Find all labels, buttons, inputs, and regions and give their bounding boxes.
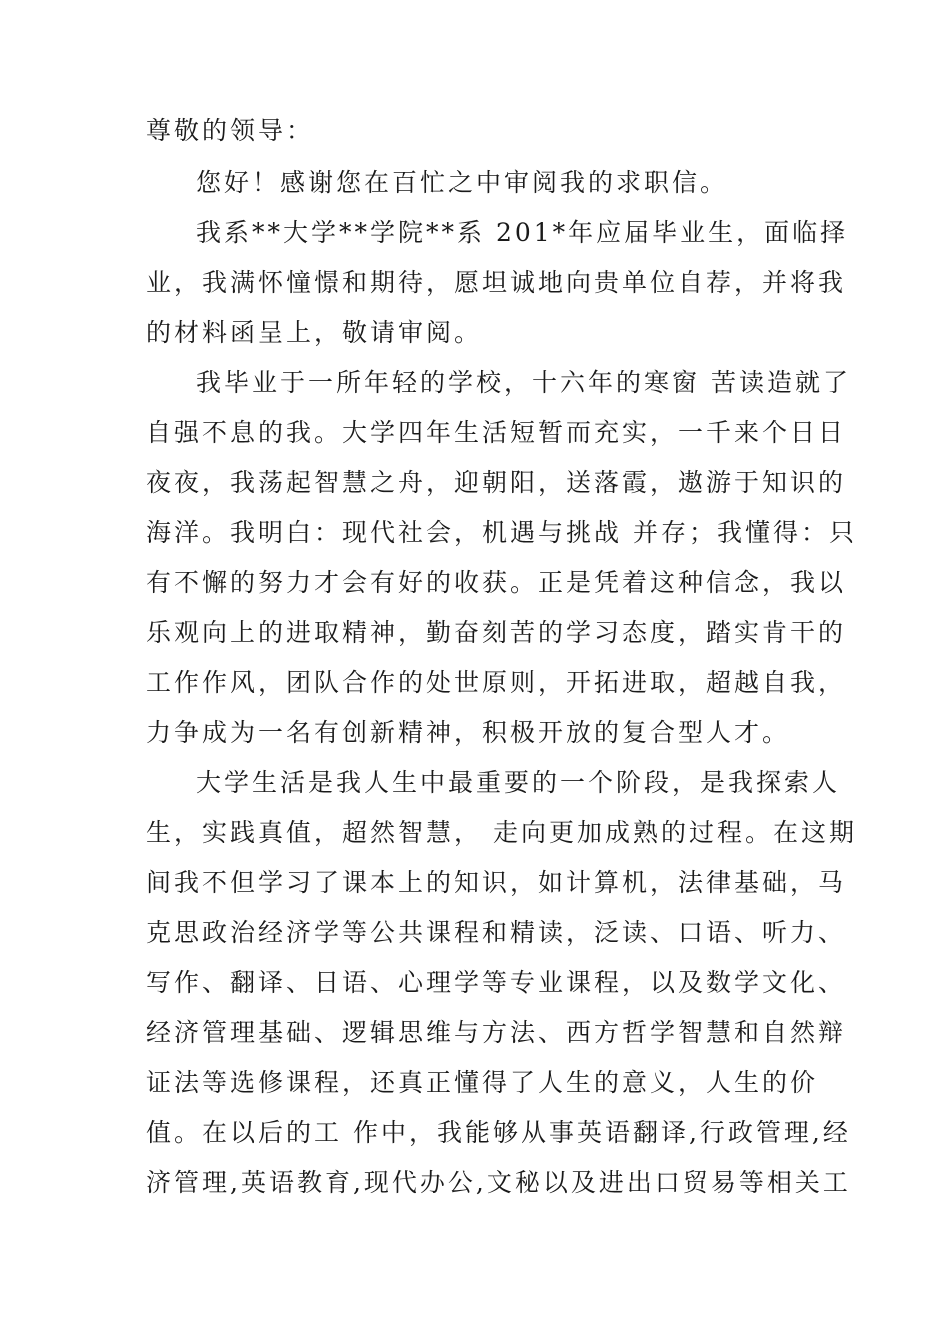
paragraph-3-line-7: 证法等选修课程，还真正懂得了人生的意义，人生的价 [146,1068,819,1097]
paragraph-3-line-1: 大学生活是我人生中最重要的一个阶段，是我探索人 [196,768,841,797]
paragraph-2-line-6: 乐观向上的进取精神，勤奋刻苦的学习态度，踏实肯干的 [146,618,847,647]
paragraph-2-line-5: 有不懈的努力才会有好的收获。正是凭着这种信念，我以 [146,568,847,597]
paragraph-2-line-3: 夜夜，我荡起智慧之舟，迎朝阳，送落霞，遨游于知识的 [146,468,847,497]
paragraph-2-line-4: 海洋。我明白：现代社会，机遇与挑战 并存；我懂得：只 [146,518,857,547]
paragraph-3-line-5: 写作、翻译、日语、心理学等专业课程，以及数学文化、 [146,968,847,997]
paragraph-3-line-6: 经济管理基础、逻辑思维与方法、西方哲学智慧和自然辩 [146,1018,847,1047]
greeting-line: 您好！感谢您在百忙之中审阅我的求职信。 [196,168,729,197]
paragraph-1-line-2: 业，我满怀憧憬和期待，愿坦诚地向贵单位自荐，并将我 [146,268,847,297]
paragraph-2-line-1: 我毕业于一所年轻的学校，十六年的寒窗 苦读造就了 [196,368,851,397]
paragraph-2-line-2: 自强不息的我。大学四年生活短暂而充实，一千来个日日 [146,418,847,447]
paragraph-3-line-3: 间我不但学习了课本上的知识，如计算机，法律基础，马 [146,868,847,897]
paragraph-1-line-1: 我系**大学**学院**系 201*年应届毕业生，面临择 [196,218,849,247]
paragraph-3-line-4: 克思政治经济学等公共课程和精读，泛读、口语、听力、 [146,918,847,947]
paragraph-2-line-8: 力争成为一名有创新精神，积极开放的复合型人才。 [146,718,791,747]
paragraph-3-line-2: 生，实践真值，超然智慧， 走向更加成熟的过程。在这期 [146,818,857,847]
paragraph-3-line-9: 济管理,英语教育,现代办公,文秘以及进出口贸易等相关工 [146,1168,851,1197]
paragraph-1-line-3: 的材料函呈上，敬请审阅。 [146,318,483,347]
paragraph-3-line-8: 值。在以后的工 作中，我能够从事英语翻译,行政管理,经 [146,1118,851,1147]
paragraph-2-line-7: 工作作风，团队合作的处世原则，开拓进取，超越自我， [146,668,847,697]
salutation: 尊敬的领导： [146,116,315,145]
